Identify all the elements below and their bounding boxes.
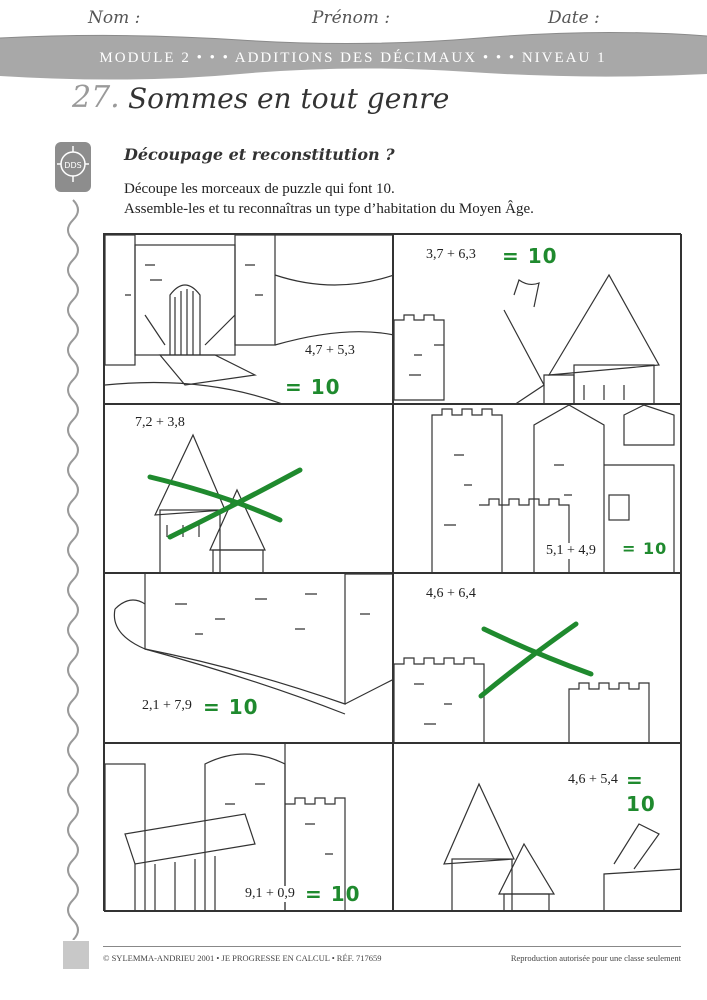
module-banner xyxy=(0,30,707,82)
piece-5-answer: = 10 xyxy=(203,695,259,719)
sidebar-decoration xyxy=(55,140,95,940)
puzzle-piece-7[interactable] xyxy=(104,743,393,913)
castle-gate-drawing xyxy=(105,235,393,404)
piece-2-expression: 3,7 + 6,3 xyxy=(426,247,476,262)
date-label: Date : xyxy=(548,8,600,28)
banner-text: MODULE 2 • • • ADDITIONS DES DÉCIMAUX • • • NIVEAU 1 xyxy=(99,50,607,66)
piece-8-expression: 4,6 + 5,4 xyxy=(568,771,618,787)
piece-6-expression: 4,6 + 6,4 xyxy=(426,586,476,601)
footer-reproduction-note: Reproduction autorisée pour une classe seulement xyxy=(510,953,681,963)
piece-1-answer: = 10 xyxy=(285,375,341,399)
green-cross-mark xyxy=(145,465,315,545)
puzzle-piece-3[interactable] xyxy=(104,404,393,574)
puzzle-piece-5[interactable] xyxy=(104,573,393,743)
piece-4-answer: = 10 xyxy=(622,538,668,558)
piece-4-expression: 5,1 + 4,9 xyxy=(546,542,596,558)
puzzle-piece-4[interactable] xyxy=(393,404,682,574)
footer-corner-box xyxy=(63,941,89,969)
prenom-label: Prénom : xyxy=(312,8,391,28)
piece-3-expression: 7,2 + 3,8 xyxy=(135,414,185,430)
piece-7-answer: = 10 xyxy=(305,881,361,906)
exercise-number: 27. xyxy=(72,80,120,115)
piece-5-expression: 2,1 + 7,9 xyxy=(142,698,192,713)
dds-badge: DDS xyxy=(64,161,82,170)
section-subtitle: Découpage et reconstitution ? xyxy=(124,145,395,164)
wavy-line xyxy=(68,200,78,940)
nom-label: Nom : xyxy=(88,8,141,28)
puzzle-piece-6[interactable] xyxy=(393,573,682,743)
green-cross-mark xyxy=(476,614,596,704)
piece-8-answer: = 10 xyxy=(626,767,656,816)
instruction-line-1: Découpe les morceaux de puzzle qui font 10. xyxy=(124,181,395,197)
puzzle-piece-1[interactable] xyxy=(104,234,393,404)
piece-1-expression: 4,7 + 5,3 xyxy=(305,343,355,358)
puzzle-grid xyxy=(103,233,681,911)
footer-copyright: © SYLEMMA-ANDRIEU 2001 • JE PROGRESSE EN CALCUL • RÉF. 717659 xyxy=(103,953,382,963)
instruction-line-2: Assemble-les et tu reconnaîtras un type d’habitation du Moyen Âge. xyxy=(124,201,534,217)
piece-2-answer: = 10 xyxy=(502,244,558,268)
puzzle-piece-8[interactable] xyxy=(393,743,682,913)
exercise-title: Sommes en tout genre xyxy=(128,82,450,115)
piece-7-expression: 9,1 + 0,9 xyxy=(245,885,295,901)
puzzle-piece-2[interactable] xyxy=(393,234,682,404)
footer-divider xyxy=(103,946,681,947)
